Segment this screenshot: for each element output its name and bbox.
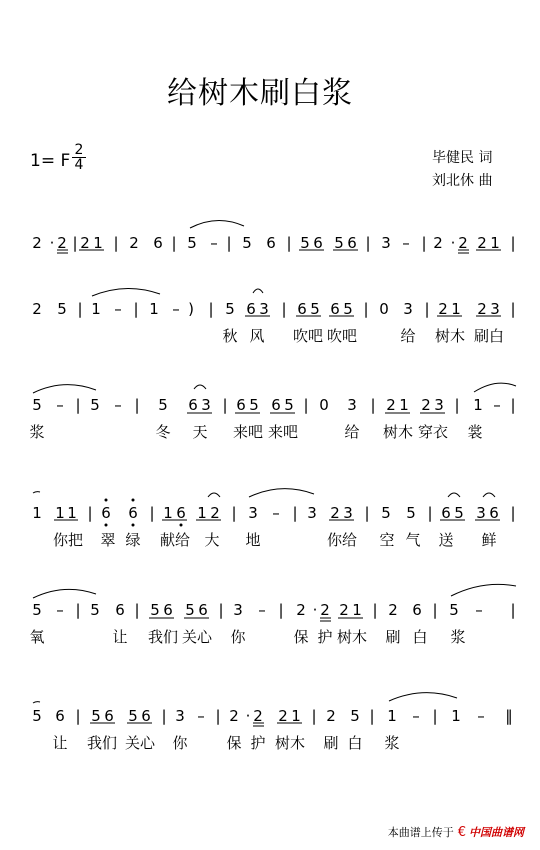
lyric-syllable: 浆: [384, 734, 400, 752]
lyric-syllable: 你: [172, 734, 188, 752]
lyric-syllable: 护: [250, 734, 266, 752]
uploaded-label: 本曲谱上传于: [387, 826, 454, 839]
note-glyph: 2: [80, 234, 90, 252]
note-glyph: 2: [477, 300, 487, 318]
note-glyph: 1: [473, 396, 483, 414]
lyric-syllable: 保: [226, 734, 242, 752]
note-glyph: 5: [406, 504, 416, 522]
lyric-syllable: 来吧: [267, 423, 299, 441]
note-glyph: 6: [266, 234, 276, 252]
note-glyph: 1: [55, 504, 65, 522]
note-glyph: –: [56, 601, 64, 619]
note-glyph: 1: [32, 504, 42, 522]
lyric-syllable: 你: [230, 628, 246, 646]
lyric-syllable: 翠: [100, 531, 116, 549]
note-glyph: 5: [350, 707, 360, 725]
lyric-syllable: 来吧: [232, 423, 264, 441]
upload-footer: [388, 824, 524, 840]
note-glyph: 5: [449, 601, 459, 619]
note-glyph: |: [75, 396, 81, 414]
note-glyph: 6: [489, 504, 499, 522]
note-glyph: |: [218, 601, 224, 619]
note-glyph: 5: [90, 396, 100, 414]
note-glyph: |: [75, 707, 81, 725]
note-glyph: 3: [201, 396, 211, 414]
note-glyph: 2: [253, 707, 263, 725]
note-glyph: 2: [32, 300, 42, 318]
lyric-syllable: 气: [405, 531, 421, 549]
note-glyph: 6: [271, 396, 281, 414]
note-glyph: 2: [296, 601, 306, 619]
note-glyph: –: [412, 707, 420, 725]
note-glyph: 3: [175, 707, 185, 725]
note-glyph: 6: [347, 234, 357, 252]
lyric-syllable: 穿衣: [417, 423, 449, 441]
note-glyph: |: [72, 234, 78, 252]
note-glyph: 0: [379, 300, 389, 318]
note-glyph: 6: [115, 601, 125, 619]
note-glyph: |: [372, 601, 378, 619]
lyric-syllable: 刷白: [473, 327, 505, 345]
note-glyph: |: [369, 707, 375, 725]
note-glyph: |: [363, 300, 369, 318]
note-glyph: 1: [451, 300, 461, 318]
note-glyph: 6: [246, 300, 256, 318]
note-glyph: 5: [32, 601, 42, 619]
note-glyph: |: [215, 707, 221, 725]
lyric-syllable: 风: [249, 327, 265, 345]
note-glyph: 2: [210, 504, 220, 522]
note-glyph: 2: [326, 707, 336, 725]
lyric-syllable: 刷: [385, 628, 401, 646]
lyric-syllable: 树木: [382, 423, 414, 441]
lyric-syllable: 吹吧: [326, 327, 358, 345]
lyricist-credit: 毕健民 词: [432, 150, 493, 166]
note-glyph: |: [222, 396, 228, 414]
note-glyph: 2: [386, 396, 396, 414]
lyric-syllable: 护: [317, 628, 333, 646]
note-glyph: –: [272, 504, 280, 522]
lyric-syllable: 秋: [222, 327, 238, 345]
note-glyph: 2: [229, 707, 239, 725]
note-glyph: 5: [242, 234, 252, 252]
note-glyph: 1: [399, 396, 409, 414]
lyric-syllable: 浆: [450, 628, 466, 646]
note-glyph: 5: [310, 300, 320, 318]
note-glyph: 5: [32, 707, 42, 725]
note-glyph: 1: [67, 504, 77, 522]
note-glyph: 3: [233, 601, 243, 619]
note-glyph: |: [134, 601, 140, 619]
note-glyph: 2: [477, 234, 487, 252]
lyric-syllable: 你给: [326, 531, 358, 549]
note-glyph: ·: [245, 707, 251, 725]
note-glyph: 5: [185, 601, 195, 619]
note-glyph: 2: [57, 234, 67, 252]
note-glyph: |: [292, 504, 298, 522]
note-glyph: 5: [284, 396, 294, 414]
lyric-syllable: 关心: [124, 734, 156, 752]
lyric-syllable: 氧: [29, 628, 45, 646]
note-glyph: ·: [450, 234, 456, 252]
note-glyph: 3: [434, 396, 444, 414]
lyric-syllable: 大: [204, 531, 220, 549]
lyric-syllable: 树木: [274, 734, 306, 752]
note-glyph: 5: [225, 300, 235, 318]
note-glyph: 6: [101, 504, 111, 522]
score-body: [29, 234, 515, 752]
note-glyph: |: [510, 396, 516, 414]
note-glyph: |: [231, 504, 237, 522]
lyric-syllable: 给: [400, 327, 416, 345]
note-glyph: |: [303, 396, 309, 414]
note-glyph: 6: [198, 601, 208, 619]
site-name-link[interactable]: 中国曲谱网: [469, 826, 524, 839]
note-glyph: 2: [438, 300, 448, 318]
lyric-syllable: 让: [52, 734, 68, 752]
lyric-syllable: 保: [293, 628, 309, 646]
note-glyph: –: [402, 234, 410, 252]
note-glyph: 2: [129, 234, 139, 252]
lyric-syllable: 冬: [155, 423, 171, 441]
note-glyph: –: [114, 396, 122, 414]
note-glyph: 1: [387, 707, 397, 725]
note-glyph: 3: [476, 504, 486, 522]
lyric-syllable: 吹吧: [292, 327, 324, 345]
note-glyph: 3: [347, 396, 357, 414]
note-glyph: |: [510, 601, 516, 619]
note-glyph: –: [210, 234, 218, 252]
note-glyph: 5: [343, 300, 353, 318]
note-glyph: 5: [32, 396, 42, 414]
note-glyph: |: [454, 396, 460, 414]
note-glyph: |: [432, 707, 438, 725]
lyric-syllable: 你把: [52, 531, 84, 549]
note-glyph: |: [421, 234, 427, 252]
note-glyph: |: [278, 601, 284, 619]
note-glyph: |: [171, 234, 177, 252]
note-glyph: 5: [57, 300, 67, 318]
key-signature: 1= F: [30, 151, 71, 171]
note-glyph: 1: [451, 707, 461, 725]
note-glyph: |: [427, 504, 433, 522]
note-glyph: 1: [197, 504, 207, 522]
note-glyph: 6: [236, 396, 246, 414]
note-glyph: |: [510, 300, 516, 318]
note-glyph: 6: [163, 601, 173, 619]
note-glyph: |: [113, 234, 119, 252]
song-title: 给树木刷白浆: [167, 76, 353, 111]
lyric-syllable: 天: [192, 423, 208, 441]
note-glyph: |: [364, 504, 370, 522]
note-glyph: –: [493, 396, 501, 414]
note-glyph: 6: [412, 601, 422, 619]
lyric-syllable: 白: [347, 734, 363, 752]
note-glyph: 3: [343, 504, 353, 522]
note-glyph: 1: [490, 234, 500, 252]
lyric-syllable: 裳: [467, 423, 483, 441]
note-glyph: 5: [334, 234, 344, 252]
note-glyph: 0: [319, 396, 329, 414]
note-glyph: 5: [158, 396, 168, 414]
note-glyph: 2: [458, 234, 468, 252]
note-glyph: |: [75, 601, 81, 619]
lyric-syllable: 浆: [29, 423, 45, 441]
note-glyph: 5: [90, 601, 100, 619]
note-glyph: –: [258, 601, 266, 619]
note-glyph: ‖: [505, 707, 513, 725]
note-glyph: 5: [91, 707, 101, 725]
lyric-syllable: 给: [344, 423, 360, 441]
lyric-syllable: 献给: [159, 531, 191, 549]
note-glyph: 1: [291, 707, 301, 725]
note-glyph: 5: [128, 707, 138, 725]
lyric-syllable: 白: [412, 628, 428, 646]
note-glyph: 2: [339, 601, 349, 619]
note-glyph: –: [114, 300, 122, 318]
lyric-syllable: 鲜: [481, 531, 497, 549]
note-glyph: 1: [149, 300, 159, 318]
note-glyph: |: [432, 601, 438, 619]
note-glyph: 6: [153, 234, 163, 252]
note-glyph: 6: [141, 707, 151, 725]
note-glyph: 3: [248, 504, 258, 522]
note-glyph: 6: [55, 707, 65, 725]
note-glyph: 6: [330, 300, 340, 318]
note-glyph: 3: [259, 300, 269, 318]
note-glyph: 5: [187, 234, 197, 252]
note-glyph: 1: [91, 300, 101, 318]
note-glyph: 2: [278, 707, 288, 725]
note-glyph: |: [134, 396, 140, 414]
time-denominator: 4: [72, 157, 86, 172]
note-glyph: |: [286, 234, 292, 252]
note-glyph: 1: [163, 504, 173, 522]
note-glyph: 2: [421, 396, 431, 414]
note-glyph: |: [424, 300, 430, 318]
note-glyph: 5: [381, 504, 391, 522]
note-glyph: –: [475, 601, 483, 619]
note-glyph: |: [510, 234, 516, 252]
note-glyph: |: [133, 300, 139, 318]
note-glyph: |: [77, 300, 83, 318]
note-glyph: 6: [188, 396, 198, 414]
lyric-syllable: 我们: [147, 628, 179, 646]
note-glyph: |: [208, 300, 214, 318]
note-glyph: 2: [433, 234, 443, 252]
lyric-syllable: 关心: [181, 628, 213, 646]
note-glyph: 5: [300, 234, 310, 252]
note-glyph: |: [161, 707, 167, 725]
lyric-syllable: 空: [379, 531, 395, 549]
lyric-syllable: 树木: [434, 327, 466, 345]
note-glyph: –: [172, 300, 180, 318]
note-glyph: 1: [93, 234, 103, 252]
note-glyph: 6: [104, 707, 114, 725]
note-glyph: 6: [313, 234, 323, 252]
lyric-syllable: 让: [112, 628, 128, 646]
note-glyph: |: [149, 504, 155, 522]
lyric-syllable: 地: [245, 531, 261, 549]
note-glyph: |: [87, 504, 93, 522]
note-glyph: 3: [403, 300, 413, 318]
lyric-syllable: 我们: [86, 734, 118, 752]
note-glyph: |: [510, 504, 516, 522]
note-glyph: 6: [441, 504, 451, 522]
note-glyph: 5: [150, 601, 160, 619]
note-glyph: |: [365, 234, 371, 252]
note-glyph: |: [281, 300, 287, 318]
note-glyph: 6: [176, 504, 186, 522]
note-glyph: –: [197, 707, 205, 725]
note-glyph: 3: [307, 504, 317, 522]
note-glyph: |: [226, 234, 232, 252]
note-glyph: 3: [381, 234, 391, 252]
note-glyph: –: [56, 396, 64, 414]
composer-credit: 刘北休 曲: [432, 173, 493, 189]
lyric-syllable: 绿: [125, 531, 141, 549]
note-glyph: 2: [330, 504, 340, 522]
time-numerator: 2: [74, 142, 84, 158]
note-glyph: 3: [490, 300, 500, 318]
lyric-syllable: 送: [438, 531, 454, 549]
site-logo-icon: €: [457, 824, 466, 840]
score-markings: [33, 220, 516, 726]
note-glyph: ·: [312, 601, 318, 619]
lyric-syllable: 刷: [323, 734, 339, 752]
note-glyph: –: [477, 707, 485, 725]
note-glyph: |: [311, 707, 317, 725]
note-glyph: 2: [32, 234, 42, 252]
note-glyph: 5: [454, 504, 464, 522]
note-glyph: 1: [352, 601, 362, 619]
note-glyph: 6: [297, 300, 307, 318]
note-glyph: ·: [49, 234, 55, 252]
note-glyph: |: [370, 396, 376, 414]
note-glyph: 2: [388, 601, 398, 619]
note-glyph: 2: [320, 601, 330, 619]
note-glyph: 6: [128, 504, 138, 522]
note-glyph: 5: [249, 396, 259, 414]
lyric-syllable: 树木: [336, 628, 368, 646]
note-glyph: ): [188, 300, 194, 318]
